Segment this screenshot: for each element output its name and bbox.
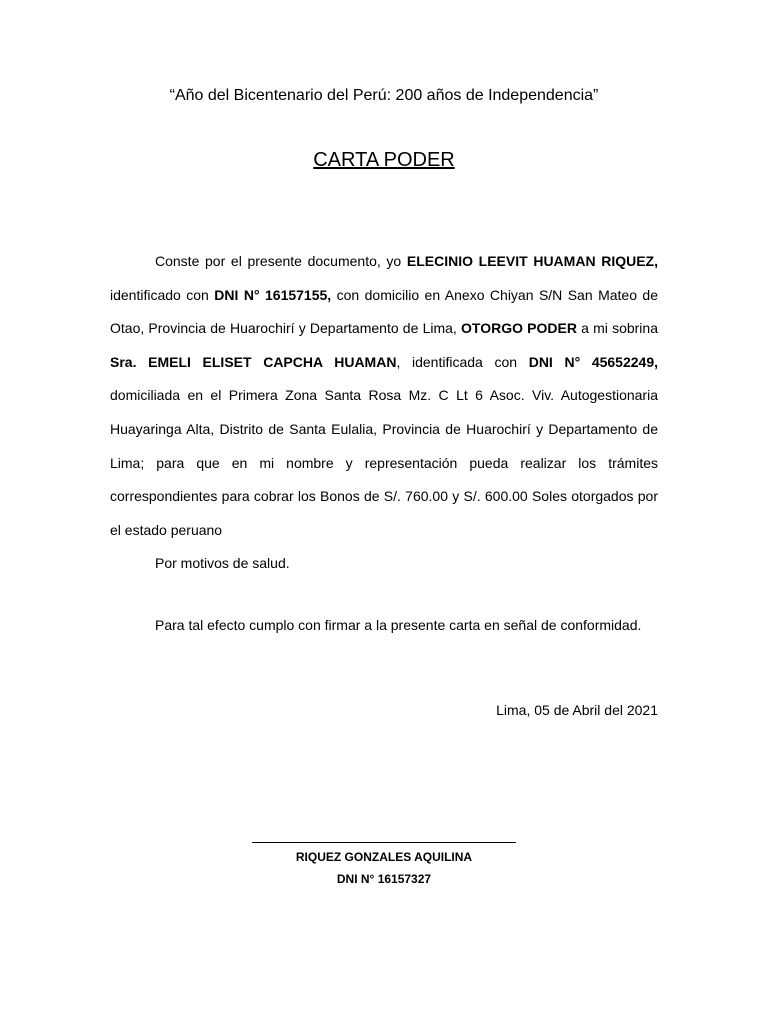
p1-text-b: identificado con [110,286,215,303]
signatory-dni: DNI N° 16157327 [336,872,432,886]
proxy-name: Sra. EMELI ELISET CAPCHA HUAMAN [110,353,397,370]
p1-text-f: domiciliada en el Primera Zona Santa Rosa Mz. C Lt 6 Asoc. Viv. Autogestionaria Huayaringa Alta, Distrito de Santa Eulalia, Provincia de Huarochirí y Departamento de Lima; para que en mi nombre y representación pueda realizar los trámites correspondientes para cobrar los Bonos de S/. 760.00 y S/. 600.00 Soles otorgados por el estado peruano [110,387,658,538]
p1-text-a: Conste por el presente documento, yo [155,253,407,269]
p1-text-d: a mi sobrina [576,320,658,337]
signatory-name: RIQUEZ GONZALES AQUILINA [295,850,473,864]
document-title: CARTA PODER [313,149,455,171]
body-paragraph-2: Por motivos de salud. [155,555,290,572]
document-body [110,245,658,581]
p1-text-e: , identificada con [396,353,529,370]
closing-paragraph: Para tal efecto cumplo con firmar a la presente carta en señal de conformidad. [155,617,642,633]
signature-line [252,842,516,843]
proxy-dni: DNI N° 45652249, [528,353,659,370]
body-paragraph-1 [110,245,658,547]
grantor-name: ELECINIO LEEVIT HUAMAN RIQUEZ, [406,253,658,269]
grantor-dni: DNI N° 16157155, [214,286,332,303]
grant-phrase: OTORGO PODER [461,320,577,337]
date-line: Lima, 05 de Abril del 2021 [496,702,658,718]
p1-text-c: con domicilio en Anexo Chiyan S/N San Mateo de Otao, Provincia de Huarochirí y Departamento de Lima, [110,286,658,337]
document-motto: “Año del Bicentenario del Perú: 200 años de Independencia” [169,87,599,104]
